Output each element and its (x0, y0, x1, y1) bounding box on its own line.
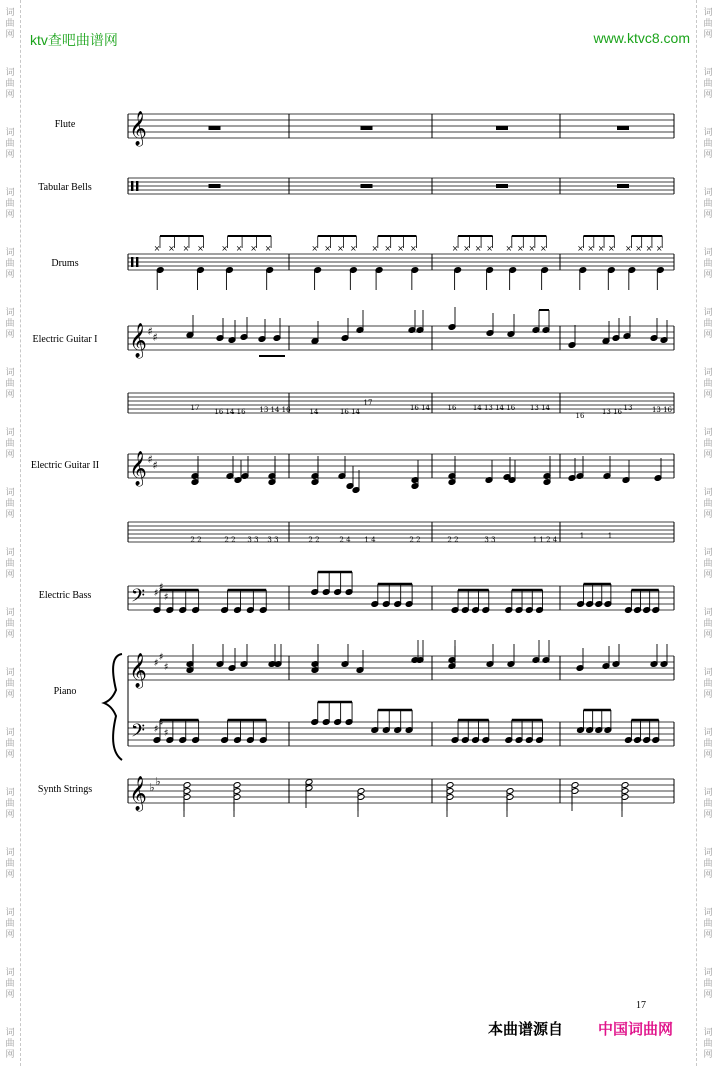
bass-key-sharp: ♯ (163, 592, 169, 603)
side-watermark-right: 词 曲 网 词 曲 网 词 曲 网 词 曲 网 词 曲 网 词 曲 网 词 曲 网 词 曲 网 词 曲 网 词 曲 网 词 曲 网 词 曲 网 词 曲 网 词 曲 网 词 曲 网 词 曲 网 词 曲 网 词 曲 网 (703, 8, 713, 1060)
flute-whole-rest (617, 126, 629, 130)
bass-key-sharp: ♯ (158, 582, 164, 593)
guitar2-tab-fret: 1 4 (364, 536, 376, 544)
drums-hihat: × (221, 244, 228, 253)
guitar1-tab-fret: 13 (623, 404, 633, 412)
drums-percussion-clef (136, 257, 138, 267)
drums-hihat: × (197, 244, 204, 253)
drums-hihat: × (474, 244, 482, 253)
guitar1-tab-fret: 13 16 (601, 408, 623, 416)
piano-treble-clef: 𝄞 (129, 653, 147, 688)
guitar2-tab-fret: 2 2 (447, 536, 459, 544)
bells-whole-rest (617, 184, 629, 188)
guitar1-tab-fret: 14 (309, 408, 319, 416)
drums-hihat: × (528, 244, 536, 253)
side-watermark-left: 词 曲 网 词 曲 网 词 曲 网 词 曲 网 词 曲 网 词 曲 网 词 曲 网 词 曲 网 词 曲 网 词 曲 网 词 曲 网 词 曲 网 词 曲 网 词 曲 网 词 曲 网 词 曲 网 词 曲 网 词 曲 网 (5, 8, 15, 1060)
strings-key-flat: ♭ (155, 775, 161, 788)
guitar1-tab-fret: 14 13 14 16 (472, 404, 516, 412)
drums-hihat: × (451, 244, 459, 253)
drums-hihat: × (371, 244, 379, 253)
bass-key-sharp: ♯ (153, 588, 159, 599)
drums-hihat: × (463, 244, 470, 253)
piano-key-sharp: ♯ (153, 724, 159, 735)
guitar1-key-sharp: ♯ (152, 331, 158, 344)
piano-key-sharp: ♯ (158, 652, 164, 663)
guitar2-tab-fret: 2 2 (224, 536, 236, 544)
strings-treble-clef: 𝄞 (129, 776, 147, 811)
drums-hihat: × (635, 244, 643, 253)
drums-hihat: × (516, 244, 524, 253)
guitar1-tab-fret: 17 (190, 404, 200, 412)
drums-percussion-clef (131, 257, 133, 267)
guitar2-tab-fret: 2 2 (409, 536, 421, 544)
guitar2-tab-fret: 3 3 (247, 536, 259, 544)
bells-percussion-clef (131, 181, 133, 191)
drums-hihat: × (587, 244, 595, 253)
guitar2-tab-fret: 2 2 (308, 536, 320, 544)
drums-hihat: × (607, 244, 615, 253)
guitar1-tab-fret: 16 (575, 412, 585, 420)
guitar2-tab-fret: 1 1 2 4 (532, 536, 558, 544)
guitar1-tab-fret: 16 14 (409, 404, 431, 412)
instrument-label-guitar-1: Electric Guitar I (32, 334, 98, 345)
drums-hihat: × (384, 244, 392, 253)
guitar1-treble-clef: 𝄞 (129, 323, 147, 358)
footer-source-name[interactable]: 中国词曲网 (598, 1020, 674, 1038)
drums-hihat: × (540, 244, 547, 253)
instrument-label-drums: Drums (51, 258, 79, 269)
instrument-label-synth-strings: Synth Strings (37, 784, 93, 795)
guitar1-tab-fret: 16 (447, 404, 457, 412)
flute-whole-rest (209, 126, 221, 130)
flute-treble-clef: 𝄞 (129, 111, 147, 146)
instrument-label-guitar-2: Electric Guitar II (30, 460, 100, 471)
drums-hihat: × (577, 244, 584, 253)
guitar1-tab-fret: 16 14 (339, 408, 361, 416)
guitar1-key-sharp: ♯ (147, 325, 153, 338)
drums-hihat: × (168, 244, 175, 253)
piano-bass-clef: 𝄢 (130, 721, 146, 746)
drums-hihat: × (655, 244, 663, 253)
drums-hihat: × (311, 244, 319, 253)
guitar2-tab-fret: 3 3 (484, 536, 496, 544)
site-name-left[interactable]: ktv查吧曲谱网 (30, 32, 118, 48)
guitar1-tab-fret: 13 16 (651, 406, 673, 414)
piano-key-sharp: ♯ (163, 662, 169, 673)
bells-percussion-clef (136, 181, 138, 191)
instrument-label-flute: Flute (54, 119, 76, 130)
footer-source-label: 本曲谱源自 (488, 1020, 564, 1038)
drums-hihat: × (505, 244, 513, 253)
drums-hihat: × (486, 244, 493, 253)
instrument-label-bass: Electric Bass (38, 590, 92, 601)
drums-hihat: × (182, 244, 190, 253)
piano-key-sharp: ♯ (163, 728, 169, 739)
guitar2-key-sharp: ♯ (147, 453, 153, 466)
instrument-label-tubular-bells: Tabular Bells (38, 182, 92, 193)
bass-clef: 𝄢 (130, 586, 146, 611)
drums-hihat: × (153, 244, 161, 253)
drums-hihat: × (250, 244, 257, 253)
flute-whole-rest (496, 126, 508, 130)
drums-hihat: × (235, 244, 243, 253)
drums-hihat: × (324, 244, 331, 253)
guitar1-tab-fret: 17 (363, 399, 373, 407)
flute-whole-rest (361, 126, 373, 130)
drums-hihat: × (337, 244, 344, 253)
bells-whole-rest (496, 184, 508, 188)
instrument-label-piano: Piano (53, 686, 77, 697)
guitar1-tab-fret: 13 14 (529, 404, 551, 412)
strings-key-flat: ♭ (149, 781, 155, 794)
piano-key-sharp: ♯ (153, 658, 159, 669)
drums-hihat: × (397, 244, 404, 253)
bells-whole-rest (361, 184, 373, 188)
guitar2-tab-fret: 2 4 (339, 536, 351, 544)
page-number: 17 (636, 1000, 646, 1011)
guitar2-tab-fret: 3 3 (267, 536, 279, 544)
guitar2-tab-fret: 1 (607, 532, 613, 540)
drums-hihat: × (625, 244, 632, 253)
guitar1-tab-fret: 16 14 16 (214, 408, 246, 416)
drums-hihat: × (349, 244, 357, 253)
guitar2-tab-fret: 1 (579, 532, 585, 540)
drums-hihat: × (645, 244, 653, 253)
bells-whole-rest (209, 184, 221, 188)
drums-hihat: × (264, 244, 272, 253)
drums-hihat: × (410, 244, 417, 253)
guitar2-key-sharp: ♯ (152, 459, 158, 472)
guitar1-tab-fret: 13 14 16 (259, 406, 291, 414)
piano-brace (104, 654, 122, 760)
guitar2-treble-clef: 𝄞 (129, 451, 147, 486)
drums-hihat: × (597, 244, 605, 253)
site-url-right[interactable]: www.ktvc8.com (593, 30, 690, 46)
piano-key-sharp: ♯ (158, 718, 164, 729)
guitar2-tab-fret: 2 2 (190, 536, 202, 544)
